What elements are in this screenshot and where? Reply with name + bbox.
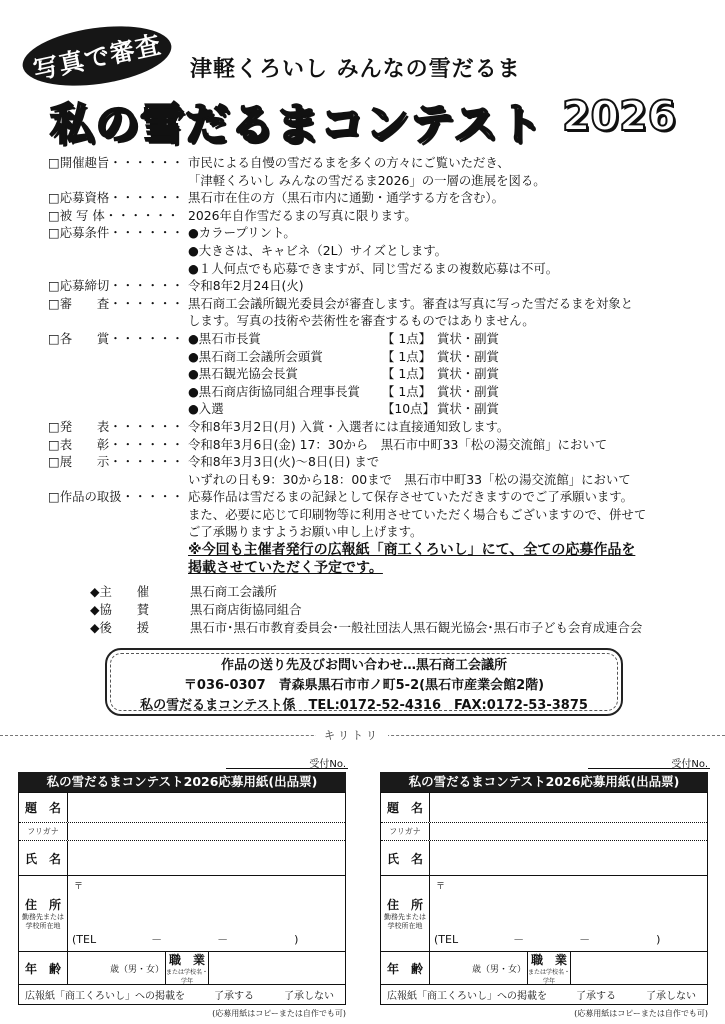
notice-line-2: 掲載させていただく予定です。 xyxy=(188,560,383,577)
title-year: 2026 xyxy=(562,92,677,140)
detail-text: 黒石商工会議所観光委員会が審査します。審査は写真に写った雪だるまを対象と xyxy=(188,295,634,311)
receipt-no: 受付No. xyxy=(588,755,710,769)
detail-text: 応募作品は雪だるまの記録として保存させていただきますのでご了承願います。 xyxy=(188,489,634,505)
tel-field[interactable]: (TEL － － ) xyxy=(434,933,661,946)
receipt-no: 受付No. xyxy=(226,755,348,769)
form-title: 私の雪だるまコンテスト2026応募用紙(出品票) xyxy=(18,772,346,792)
cut-label: キリトリ xyxy=(316,727,388,743)
subtitle: 津軽くろいし みんなの雪だるま xyxy=(190,57,521,82)
detail-label: □審 査・・・・・・ xyxy=(48,295,184,311)
tel-field[interactable]: (TEL － － ) xyxy=(72,933,299,946)
prize-item: ●黒石商店街協同組合理事長賞 【 1点】 賞状・副賞 xyxy=(188,383,499,399)
address-field[interactable]: 〒 (TEL － － ) xyxy=(434,882,661,946)
contact-line: 〒036-0307 青森県黒石市市ノ町5-2(黒石市産業会館2階) xyxy=(183,678,545,693)
detail-row xyxy=(48,418,718,436)
prize-item: ●黒石観光協会長賞 【 1点】 賞状・副賞 xyxy=(188,366,499,382)
detail-row xyxy=(48,488,718,541)
agree-option[interactable]: 了承する xyxy=(576,991,616,1002)
form-title: 私の雪だるまコンテスト2026応募用紙(出品票) xyxy=(380,772,708,792)
address-field[interactable]: 〒 (TEL － － ) xyxy=(72,882,299,946)
contact-line: 私の雪だるまコンテスト係 TEL:0172-52-4316 FAX:0172-53-3875 xyxy=(140,698,588,713)
prizes-row: □各 賞・・・・・・ ●黒石市長賞 【 1点】 賞状・副賞 ●黒石商工会議所会頭賞 【 1点】 賞状・副賞 ●黒石観光協会長賞 【 1点】 賞状・副賞 ●黒石商店街協同組合理事長賞 【 1点】 賞状・副賞 ●入選 【10点】 賞状・副賞 xyxy=(48,330,718,418)
detail-text: ご了承賜りますようお願い申し上げます。 xyxy=(188,524,423,540)
detail-row xyxy=(48,154,718,189)
details xyxy=(48,154,718,577)
badge: 写真で審査 xyxy=(19,18,175,94)
detail-text: 黒石市在住の方（黒石市内に通勤・通学する方を含む）。 xyxy=(188,190,504,206)
form-table: 題 名 フリガナ 氏 名 住 所 勤務先または学校所在地 〒 (TEL － － ) 年 齢 歳（男・女） 職 業 または学校名・学年 広報紙「商工くろいし」への掲載を 了承する 了承しない xyxy=(380,792,708,1005)
detail-text: ●大きさは、キャビネ（2L）サイズとします。 xyxy=(188,242,448,258)
notice-line-1: ※今回も主催者発行の広報紙「商工くろいし」にて、全ての応募作品を xyxy=(188,542,636,559)
organizer-row: ◆主 催 黒石商工会議所 xyxy=(90,584,277,599)
detail-text: 令和8年2月24日(火) xyxy=(188,278,304,294)
disagree-option[interactable]: 了承しない xyxy=(646,991,696,1002)
detail-text: 令和8年3月6日(金) 17：30から 黒石市中町33「松の湯交流館」において xyxy=(188,436,608,452)
name-field[interactable] xyxy=(430,841,707,875)
detail-label: □発 表・・・・・・ xyxy=(48,418,184,434)
detail-text: 令和8年3月2日(月) 入賞・入選者には直接通知致します。 xyxy=(188,418,510,434)
detail-label: □表 彰・・・・・・ xyxy=(48,436,184,452)
detail-text: 市民による自慢の雪だるまを多くの方々にご覧いただき、 xyxy=(188,155,510,170)
detail-text: 2026年自作雪だるまの写真に限ります。 xyxy=(188,207,417,223)
detail-row xyxy=(48,277,718,295)
detail-text: します。写真の技術や芸術性を審査するものではありません。 xyxy=(188,313,535,329)
prize-item: ●入選 【10点】 賞状・副賞 xyxy=(188,401,499,417)
entry-form-left: 受付No. 私の雪だるまコンテスト2026応募用紙(出品票) 題 名 フリガナ 氏 名 住 所 勤務先または学校所在地 〒 (TEL － － ) 年 齢 歳（男・女） 職 業 または学校名・学年 広報紙「商工くろいし」への掲載を 了承する 了承しない (応募用紙はコピーまたは自作でも可) xyxy=(18,755,346,1019)
entry-form-right: 受付No. 私の雪だるまコンテスト2026応募用紙(出品票) 題 名 フリガナ 氏 名 住 所 勤務先または学校所在地 〒 (TEL － － ) 年 齢 歳（男・女） 職 業 または学校名・学年 広報紙「商工くろいし」への掲載を 了承する 了承しない (応募用紙はコピーまたは自作でも可) xyxy=(380,755,708,1019)
detail-text: ●カラープリント。 xyxy=(188,225,296,241)
detail-text: ●１人何点でも応募できますが、同じ雪だるまの複数応募は不可。 xyxy=(188,260,559,276)
organizer-row: ◆協 賛 黒石商店街協同組合 xyxy=(90,602,302,617)
organizer-row: ◆後 援 黒石市･黒石市教育委員会･一般社団法人黒石観光協会･黒石市子ども会育成連合会 xyxy=(90,620,643,635)
detail-label: □展 示・・・・・・ xyxy=(48,454,184,470)
form-table: 題 名 フリガナ 氏 名 住 所 勤務先または学校所在地 〒 (TEL － － ) 年 齢 歳（男・女） 職 業 または学校名・学年 広報紙「商工くろいし」への掲載を 了承する 了承しない xyxy=(18,792,346,1005)
detail-row xyxy=(48,207,718,225)
detail-text: いずれの日も9：30から18：00まで 黒石市中町33「松の湯交流館」において xyxy=(188,471,631,487)
disagree-option[interactable]: 了承しない xyxy=(284,991,334,1002)
detail-row xyxy=(48,295,718,330)
notice-row xyxy=(48,541,718,577)
age-field[interactable]: 歳（男・女） 職 業 または学校名・学年 xyxy=(472,952,571,985)
contact-line: 作品の送り先及びお問い合わせ…黒石商工会議所 xyxy=(220,658,507,673)
name-field[interactable] xyxy=(68,841,345,875)
detail-label: □作品の取扱・・・・・ xyxy=(48,489,184,505)
furigana-field[interactable] xyxy=(430,823,707,840)
detail-row xyxy=(48,189,718,207)
prize-item: ●黒石商工会議所会頭賞 【 1点】 賞状・副賞 xyxy=(188,348,499,364)
detail-label: □応募条件・・・・・・ xyxy=(48,225,184,241)
detail-row xyxy=(48,224,718,277)
detail-label: □応募締切・・・・・・ xyxy=(48,278,184,294)
detail-text: また、必要に応じて印刷物等に利用させていただく場合もございますので、併せて xyxy=(188,506,647,522)
work-title-field[interactable] xyxy=(430,793,707,822)
furigana-field[interactable] xyxy=(68,823,345,840)
detail-text: 令和8年3月3日(火)〜8日(日) まで xyxy=(188,454,380,470)
contact-box xyxy=(105,648,623,716)
work-title-field[interactable] xyxy=(68,793,345,822)
detail-row xyxy=(48,453,718,488)
detail-label: □被 写 体・・・・・・ xyxy=(48,207,180,223)
detail-row xyxy=(48,436,718,454)
prize-item: ●黒石市長賞 【 1点】 賞状・副賞 xyxy=(188,330,499,346)
organizers xyxy=(90,583,642,637)
agree-option[interactable]: 了承する xyxy=(214,991,254,1002)
age-field[interactable]: 歳（男・女） 職 業 または学校名・学年 xyxy=(110,952,209,985)
detail-text: 「津軽くろいし みんなの雪だるま2026」の一層の進展を図る。 xyxy=(188,172,546,188)
page-title: 私の雪だるまコンテスト xyxy=(50,99,544,150)
detail-label: □開催趣旨・・・・・・ xyxy=(48,155,184,170)
detail-label: □応募資格・・・・・・ xyxy=(48,190,184,206)
